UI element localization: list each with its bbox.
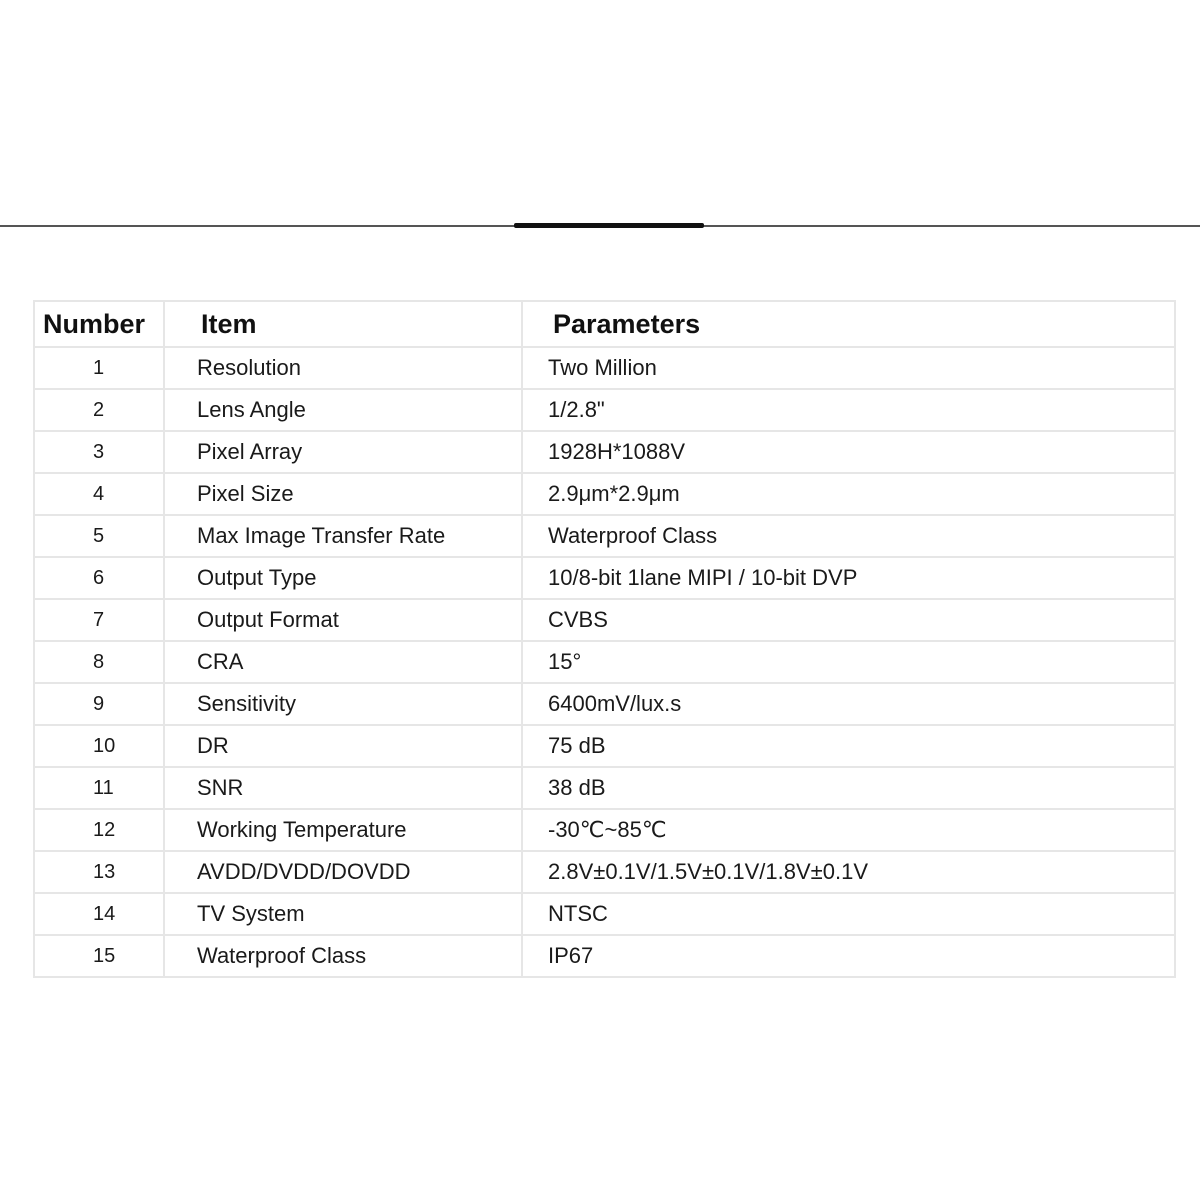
row-item: Pixel Array [164,431,522,473]
row-number: 11 [34,767,164,809]
row-number: 2 [34,389,164,431]
table-row [34,725,1175,767]
row-item: AVDD/DVDD/DOVDD [164,851,522,893]
row-number: 5 [34,515,164,557]
row-number: 7 [34,599,164,641]
row-item: Pixel Size [164,473,522,515]
table-row [34,347,1175,389]
row-item: Sensitivity [164,683,522,725]
row-parameters: 1/2.8" [522,389,1175,431]
row-parameters: 75 dB [522,725,1175,767]
row-parameters: 15° [522,641,1175,683]
row-item: Output Format [164,599,522,641]
row-item: TV System [164,893,522,935]
row-item: Resolution [164,347,522,389]
row-item: Max Image Transfer Rate [164,515,522,557]
table-header-row [34,301,1175,347]
row-item: DR [164,725,522,767]
row-number: 1 [34,347,164,389]
table-row [34,767,1175,809]
table-row [34,557,1175,599]
row-parameters: Waterproof Class [522,515,1175,557]
row-parameters: NTSC [522,893,1175,935]
table-row [34,935,1175,977]
table-row [34,515,1175,557]
row-number: 8 [34,641,164,683]
row-number: 14 [34,893,164,935]
row-number: 10 [34,725,164,767]
row-number: 4 [34,473,164,515]
row-parameters: 6400mV/lux.s [522,683,1175,725]
row-parameters: 2.9μm*2.9μm [522,473,1175,515]
row-number: 9 [34,683,164,725]
divider-accent-bar [514,223,704,228]
spec-table [33,300,1176,978]
row-parameters: -30℃~85℃ [522,809,1175,851]
row-number: 15 [34,935,164,977]
row-number: 13 [34,851,164,893]
row-item: SNR [164,767,522,809]
row-number: 3 [34,431,164,473]
row-parameters: 1928H*1088V [522,431,1175,473]
row-item: Lens Angle [164,389,522,431]
row-parameters: 2.8V±0.1V/1.5V±0.1V/1.8V±0.1V [522,851,1175,893]
header-parameters: Parameters [522,301,1175,347]
row-item: Output Type [164,557,522,599]
row-number: 6 [34,557,164,599]
row-item: Waterproof Class [164,935,522,977]
row-item: Working Temperature [164,809,522,851]
row-item: CRA [164,641,522,683]
header-number: Number [34,301,164,347]
row-parameters: IP67 [522,935,1175,977]
header-item: Item [164,301,522,347]
row-parameters: CVBS [522,599,1175,641]
table-row [34,683,1175,725]
table-row [34,893,1175,935]
table-row [34,389,1175,431]
row-number: 12 [34,809,164,851]
table-row [34,431,1175,473]
table-row [34,473,1175,515]
row-parameters: 38 dB [522,767,1175,809]
row-parameters: Two Million [522,347,1175,389]
table-row [34,641,1175,683]
row-parameters: 10/8-bit 1lane MIPI / 10-bit DVP [522,557,1175,599]
table-row [34,851,1175,893]
table-row [34,809,1175,851]
table-row [34,599,1175,641]
